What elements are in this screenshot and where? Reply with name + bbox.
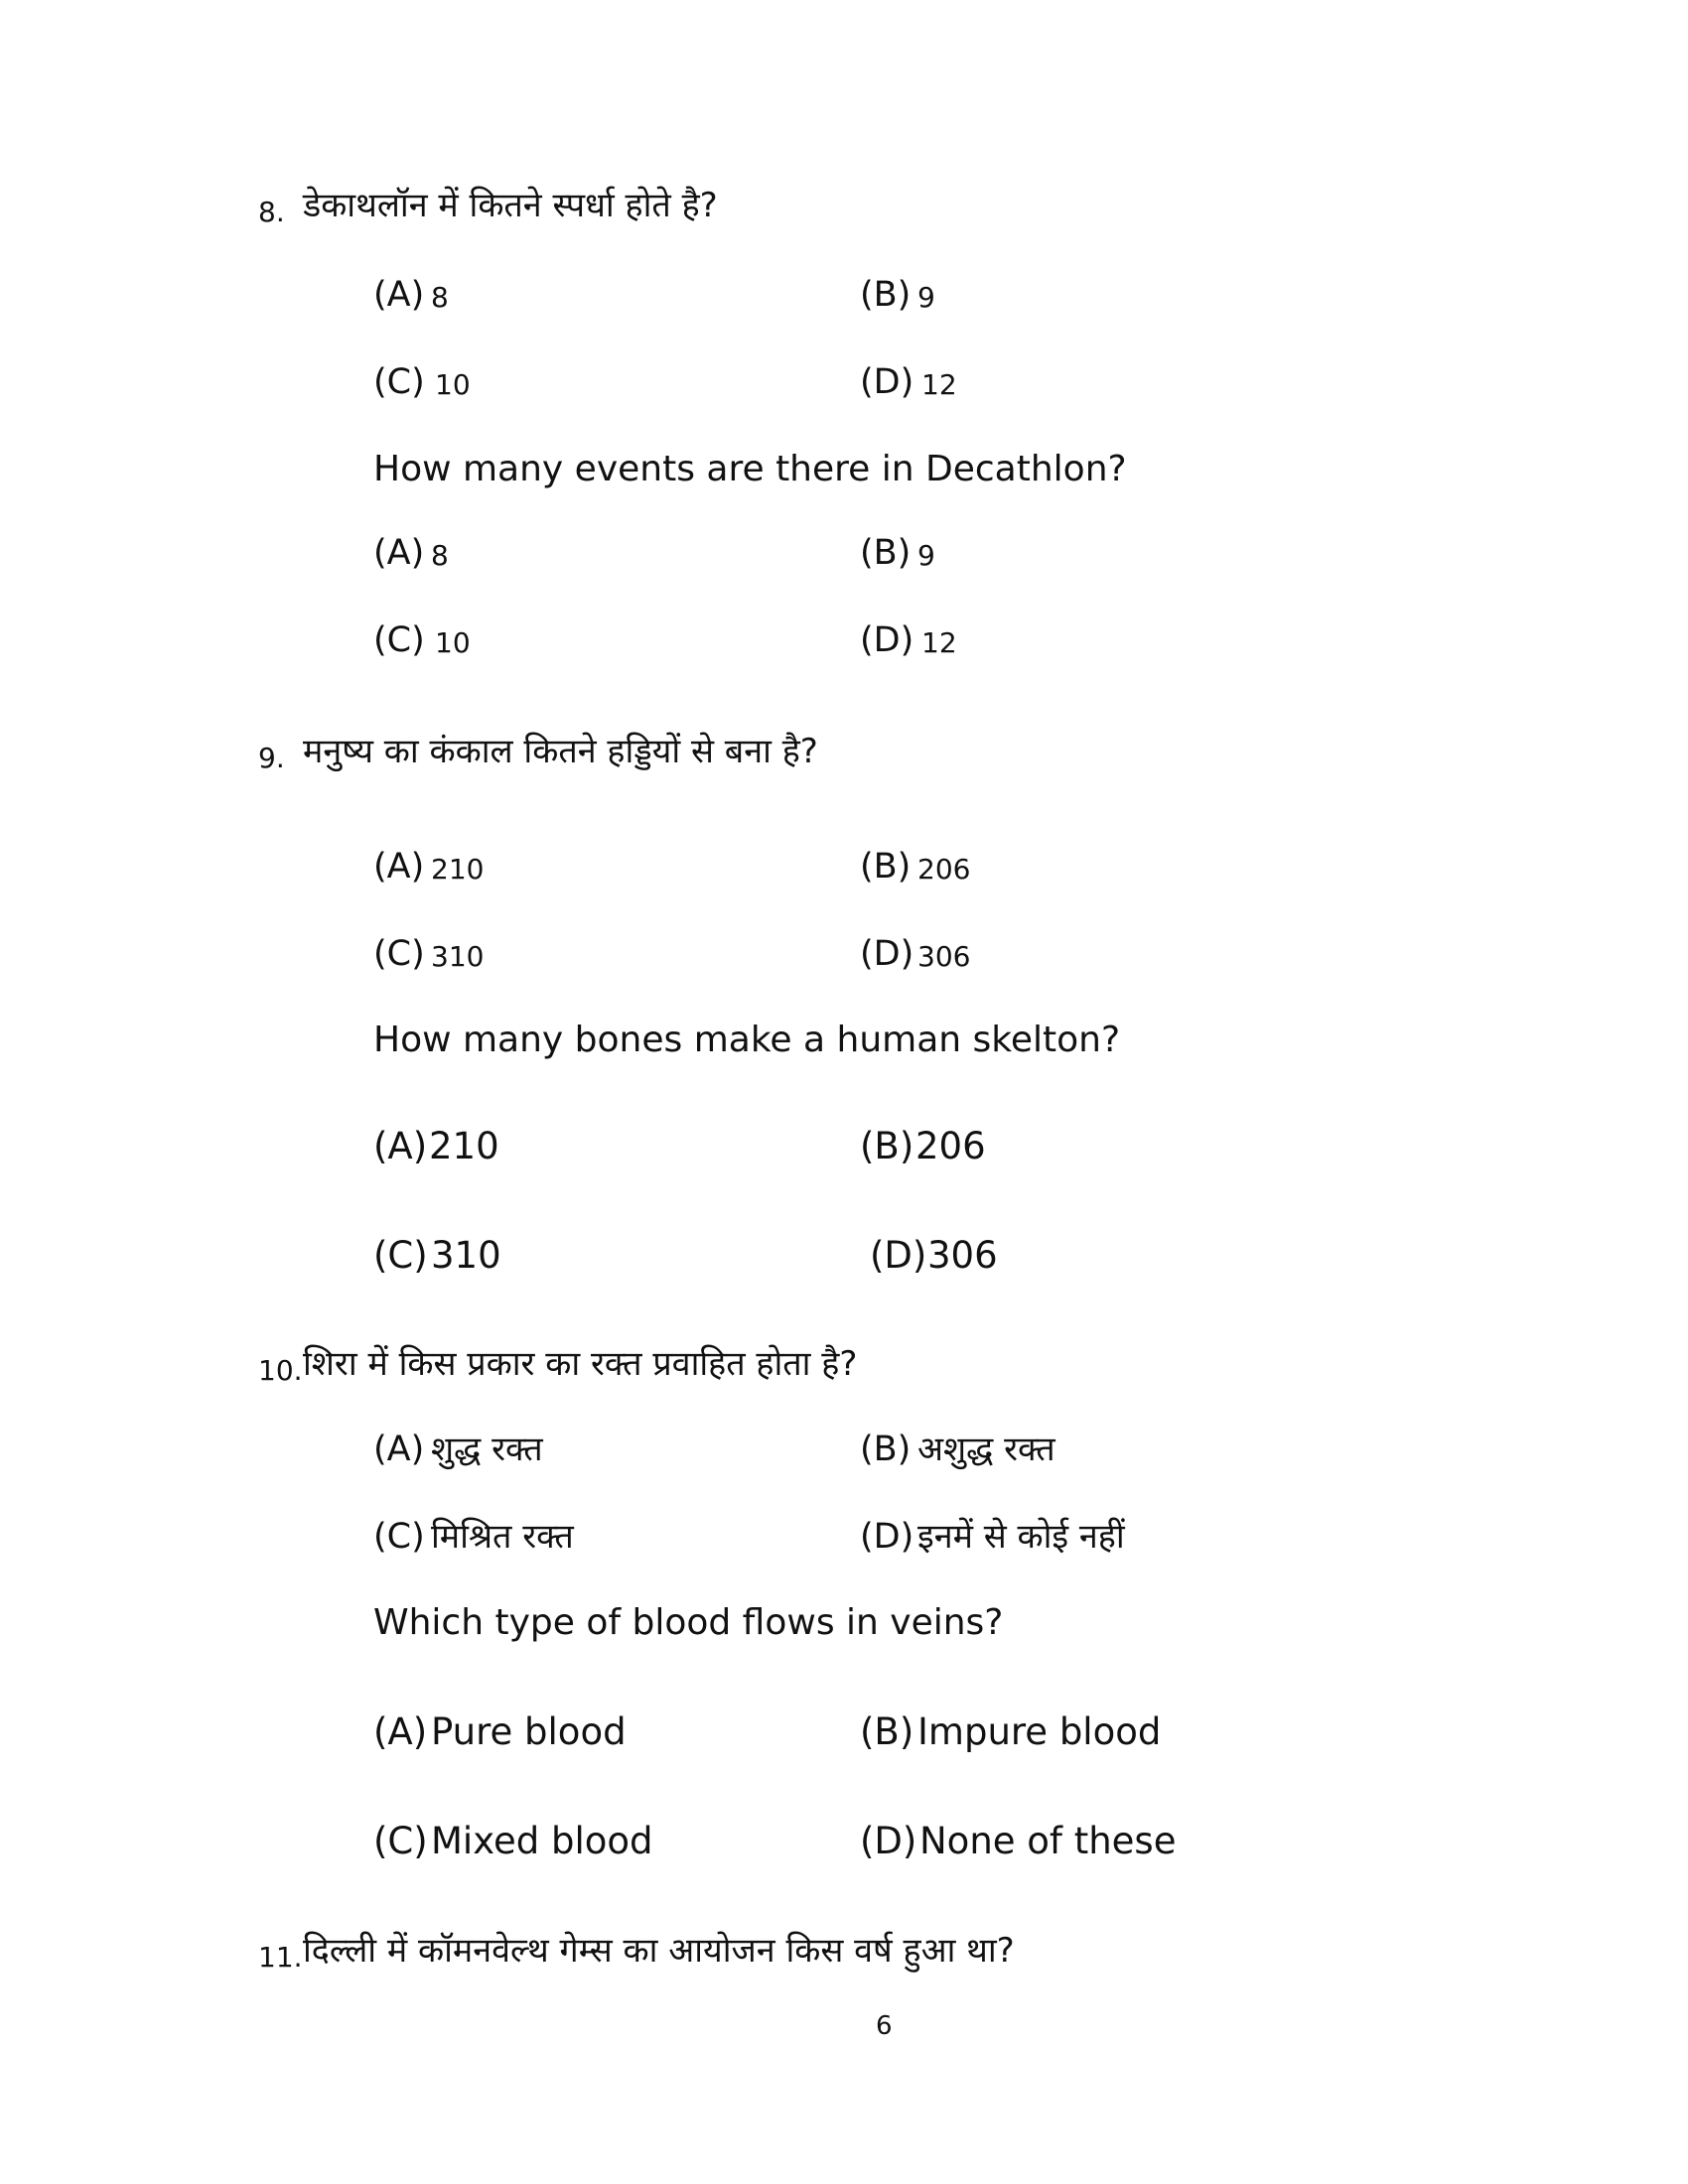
option-d-label: (D) <box>860 1820 917 1862</box>
page-number: 6 <box>876 2011 893 2041</box>
option-b-label: (B) <box>860 275 912 315</box>
option-d-value: 306 <box>917 940 971 973</box>
option-a-label: (A) <box>373 1710 428 1753</box>
option-d-label: (D) <box>860 362 914 402</box>
option-c-value: 10 <box>435 368 471 401</box>
question-number: 10. <box>258 1354 303 1387</box>
option-b-value: 206 <box>917 853 971 886</box>
option-a-label: (A) <box>373 1430 425 1469</box>
question-text-hindi: दिल्ली में कॉमनवेल्थ गेम्स का आयोजन किस वर्ष हुआ था? <box>303 1931 1015 1971</box>
option-b-value: Impure blood <box>917 1710 1162 1753</box>
question-text-hindi: डेकाथलॉन में कितने स्पर्धा होते है? <box>303 186 718 225</box>
question-number: 11. <box>258 1941 303 1974</box>
option-d-label: (D) <box>860 620 914 660</box>
option-c-label: (C) <box>373 620 425 660</box>
option-c-value: मिश्रित रक्त <box>431 1517 574 1557</box>
option-b-label: (B) <box>860 1710 914 1753</box>
option-c-label: (C) <box>373 1517 425 1557</box>
question-number: 8. <box>258 196 285 228</box>
option-a-value: 210 <box>431 853 485 886</box>
option-d-value: 12 <box>921 626 957 659</box>
question-text-english: How many events are there in Decathlon? <box>373 449 1127 489</box>
option-a-value: शुद्ध रक्त <box>431 1430 543 1469</box>
option-c-label: (C) <box>373 1820 428 1862</box>
option-a-value: 8 <box>431 281 449 314</box>
option-c-value: 310 <box>431 1234 501 1277</box>
option-a-label: (A) <box>373 533 425 573</box>
option-a-label: (A) <box>373 275 425 315</box>
option-d-label: (D) <box>870 1234 927 1277</box>
option-d-value: 12 <box>921 368 957 401</box>
option-b-value: 206 <box>915 1125 986 1167</box>
option-d-value: 306 <box>927 1234 998 1277</box>
option-c-label: (C) <box>373 1234 428 1277</box>
option-b-value: 9 <box>917 281 935 314</box>
option-d-value: इनमें से कोई नहीं <box>917 1517 1125 1557</box>
option-a-value: Pure blood <box>431 1710 627 1753</box>
option-b-label: (B) <box>860 1430 912 1469</box>
option-b-value: 9 <box>917 539 935 572</box>
option-a-label: (A) <box>373 1125 428 1167</box>
question-number: 9. <box>258 742 285 774</box>
option-d-label: (D) <box>860 934 914 974</box>
question-text-hindi: मनुष्य का कंकाल कितने हड्डियों से बना है? <box>303 732 818 771</box>
option-b-label: (B) <box>860 847 912 887</box>
option-a-value: 8 <box>431 539 449 572</box>
option-b-label: (B) <box>860 1125 914 1167</box>
option-d-value: None of these <box>919 1820 1177 1862</box>
question-text-english: How many bones make a human skelton? <box>373 1020 1121 1060</box>
option-c-label: (C) <box>373 362 425 402</box>
option-b-value: अशुद्ध रक्त <box>917 1430 1055 1469</box>
option-d-label: (D) <box>860 1517 914 1557</box>
option-c-value: 310 <box>431 940 485 973</box>
option-a-value: 210 <box>429 1125 499 1167</box>
option-a-label: (A) <box>373 847 425 887</box>
option-c-value: Mixed blood <box>431 1820 653 1862</box>
option-b-label: (B) <box>860 533 912 573</box>
option-c-label: (C) <box>373 934 425 974</box>
question-text-english: Which type of blood flows in veins? <box>373 1602 1004 1643</box>
option-c-value: 10 <box>435 626 471 659</box>
question-text-hindi: शिरा में किस प्रकार का रक्त प्रवाहित होता है? <box>303 1344 858 1384</box>
